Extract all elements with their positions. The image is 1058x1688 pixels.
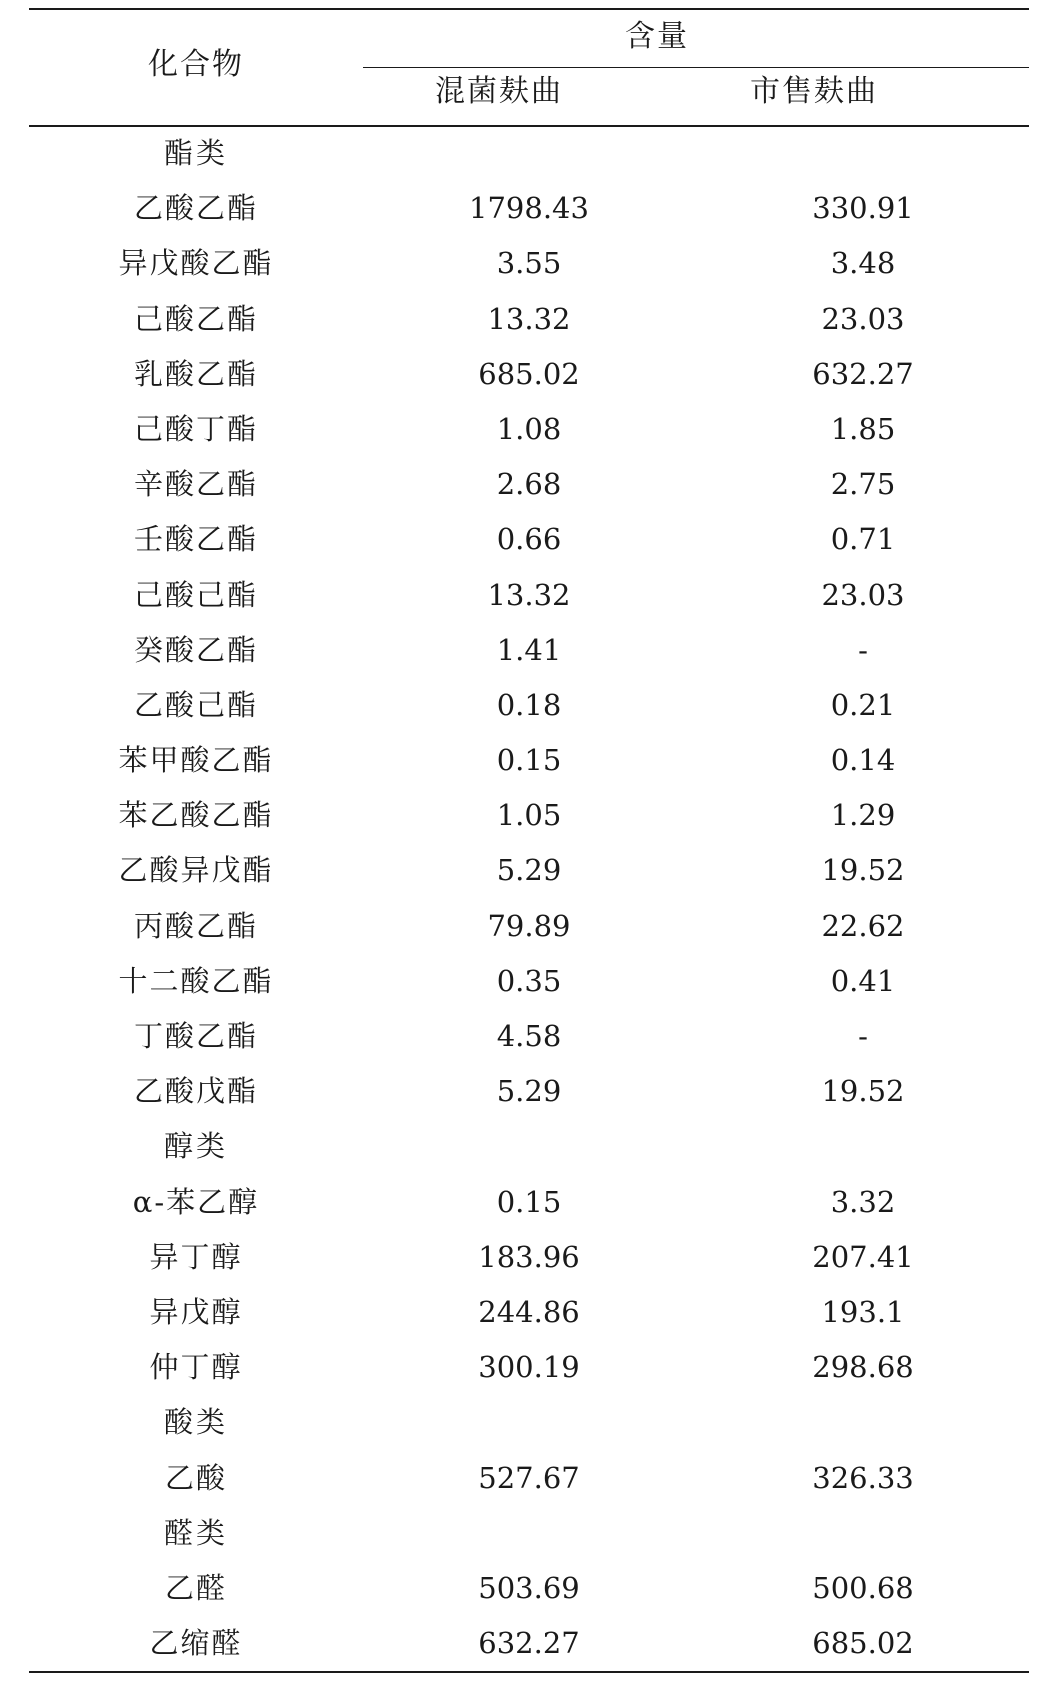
table-body <box>29 126 1029 1671</box>
header-mixed-bran-koji: 混菌麸曲 <box>435 74 563 109</box>
commercial-value-cell: 1.85 <box>830 411 896 446</box>
commercial-value-cell: 207.41 <box>812 1239 914 1274</box>
mixed-value-cell <box>429 126 629 181</box>
mixed-value-cell: 5.29 <box>496 1074 562 1109</box>
commercial-value-cell: 19.52 <box>821 1074 905 1109</box>
commercial-value-cell: 0.14 <box>830 743 896 778</box>
mixed-value-cell: 5.29 <box>496 853 562 888</box>
compound-name-cell: 异丁醇 <box>149 1239 243 1274</box>
mixed-value-cell: 244.86 <box>478 1294 580 1329</box>
mixed-value-cell: 685.02 <box>478 356 580 391</box>
mixed-value-cell <box>429 1119 629 1174</box>
compound-name-cell: 辛酸乙酯 <box>133 467 258 502</box>
compound-name-cell: α-苯乙醇 <box>132 1184 260 1219</box>
mixed-value-cell: 13.32 <box>487 577 571 612</box>
commercial-value-cell: 298.68 <box>812 1350 914 1385</box>
commercial-value-cell: 0.41 <box>830 963 896 998</box>
mixed-value-cell: 527.67 <box>478 1460 580 1495</box>
mixed-value-cell: 1798.43 <box>469 191 589 226</box>
table-row <box>29 1175 1029 1230</box>
table-row <box>29 457 1029 512</box>
table-row <box>29 402 1029 457</box>
commercial-value-cell: 3.48 <box>830 246 896 281</box>
compound-name-cell: 仲丁醇 <box>149 1350 243 1385</box>
mixed-value-cell: 0.35 <box>496 963 562 998</box>
compound-name-cell: 乙酸戊酯 <box>133 1074 258 1109</box>
compound-name-cell: 己酸乙酯 <box>133 301 258 336</box>
table-bottom-rule <box>29 1671 1029 1673</box>
compound-name-cell: 乙缩醛 <box>149 1626 243 1661</box>
table-row <box>29 1616 1029 1671</box>
mixed-value-cell: 0.18 <box>496 687 562 722</box>
commercial-value-cell: 193.1 <box>821 1294 905 1329</box>
mixed-value-cell: 183.96 <box>478 1239 580 1274</box>
compound-name-cell: 异戊酸乙酯 <box>118 246 274 281</box>
category-row <box>29 126 1029 181</box>
commercial-value-cell: - <box>858 632 868 667</box>
header-span-rule <box>363 67 1029 68</box>
table-row <box>29 733 1029 788</box>
table-row <box>29 1230 1029 1285</box>
commercial-value-cell: 500.68 <box>812 1570 914 1605</box>
mixed-value-cell: 1.41 <box>496 632 562 667</box>
compound-name-cell: 异戊醇 <box>149 1294 243 1329</box>
mixed-value-cell: 2.68 <box>496 467 562 502</box>
compound-name-cell: 乙酸 <box>164 1460 227 1495</box>
compound-name-cell: 苯乙酸乙酯 <box>118 798 274 833</box>
compound-name-cell: 癸酸乙酯 <box>133 632 258 667</box>
mixed-value-cell: 0.15 <box>496 1184 562 1219</box>
table-row <box>29 1340 1029 1395</box>
commercial-value-cell: 0.21 <box>830 687 896 722</box>
compound-name-cell: 醛类 <box>163 1515 228 1550</box>
mixed-value-cell: 0.15 <box>496 743 562 778</box>
compound-name-cell: 己酸己酯 <box>133 577 258 612</box>
mixed-value-cell: 503.69 <box>478 1570 580 1605</box>
compound-name-cell: 酸类 <box>163 1405 228 1440</box>
table-top-rule <box>29 8 1029 10</box>
category-row <box>29 1395 1029 1450</box>
commercial-value-cell: 326.33 <box>812 1460 914 1495</box>
table-row <box>29 899 1029 954</box>
compound-content-table <box>29 0 1029 1688</box>
commercial-value-cell: 19.52 <box>821 853 905 888</box>
compound-name-cell: 乙酸异戊酯 <box>118 853 274 888</box>
commercial-value-cell: - <box>858 1019 868 1053</box>
commercial-value-cell: 330.91 <box>812 191 914 226</box>
commercial-value-cell: 2.75 <box>830 467 896 502</box>
category-row <box>29 1119 1029 1174</box>
table-row <box>29 1064 1029 1119</box>
table-row <box>29 623 1029 678</box>
commercial-value-cell: 685.02 <box>812 1626 914 1661</box>
table-row <box>29 181 1029 236</box>
commercial-value-cell <box>763 126 963 181</box>
compound-name-cell: 乳酸乙酯 <box>133 356 258 391</box>
table-row <box>29 1285 1029 1340</box>
table-row <box>29 954 1029 1009</box>
commercial-value-cell <box>763 1119 963 1174</box>
mixed-value-cell: 13.32 <box>487 301 571 336</box>
mixed-value-cell: 0.66 <box>496 522 562 557</box>
commercial-value-cell <box>763 1395 963 1450</box>
commercial-value-cell <box>763 1506 963 1561</box>
table-row <box>29 1009 1029 1064</box>
compound-name-cell: 乙酸乙酯 <box>133 191 258 226</box>
compound-name-cell: 丙酸乙酯 <box>133 908 258 943</box>
compound-name-cell: 苯甲酸乙酯 <box>118 743 274 778</box>
commercial-value-cell: 23.03 <box>821 301 905 336</box>
table-row <box>29 512 1029 567</box>
header-content: 含量 <box>625 19 689 54</box>
table-row <box>29 788 1029 843</box>
header-commercial-bran-koji: 市售麸曲 <box>750 74 878 109</box>
table-row <box>29 678 1029 733</box>
compound-name-cell: 酯类 <box>163 136 228 170</box>
table-row <box>29 292 1029 347</box>
mixed-value-cell: 300.19 <box>478 1350 580 1385</box>
compound-name-cell: 丁酸乙酯 <box>133 1019 258 1053</box>
table-row <box>29 843 1029 898</box>
compound-name-cell: 乙酸己酯 <box>133 687 258 722</box>
table-row <box>29 236 1029 291</box>
commercial-value-cell: 3.32 <box>830 1184 896 1219</box>
mixed-value-cell: 632.27 <box>478 1626 580 1661</box>
commercial-value-cell: 0.71 <box>830 522 896 557</box>
compound-name-cell: 醇类 <box>163 1129 228 1164</box>
mixed-value-cell: 79.89 <box>487 908 571 943</box>
table-row <box>29 1451 1029 1506</box>
commercial-value-cell: 632.27 <box>812 356 914 391</box>
compound-name-cell: 壬酸乙酯 <box>133 522 258 557</box>
compound-name-cell: 十二酸乙酯 <box>118 963 274 998</box>
table-row <box>29 347 1029 402</box>
commercial-value-cell: 23.03 <box>821 577 905 612</box>
commercial-value-cell: 1.29 <box>830 798 896 833</box>
table-row <box>29 568 1029 623</box>
commercial-value-cell: 22.62 <box>821 908 905 943</box>
mixed-value-cell <box>429 1395 629 1450</box>
mixed-value-cell: 1.05 <box>496 798 562 833</box>
category-row <box>29 1506 1029 1561</box>
compound-name-cell: 乙醛 <box>164 1570 227 1605</box>
mixed-value-cell: 1.08 <box>496 411 562 446</box>
mixed-value-cell <box>429 1506 629 1561</box>
mixed-value-cell: 4.58 <box>496 1019 562 1053</box>
compound-name-cell: 己酸丁酯 <box>133 411 258 446</box>
table-row <box>29 1561 1029 1616</box>
header-compound: 化合物 <box>148 47 244 82</box>
mixed-value-cell: 3.55 <box>496 246 562 281</box>
